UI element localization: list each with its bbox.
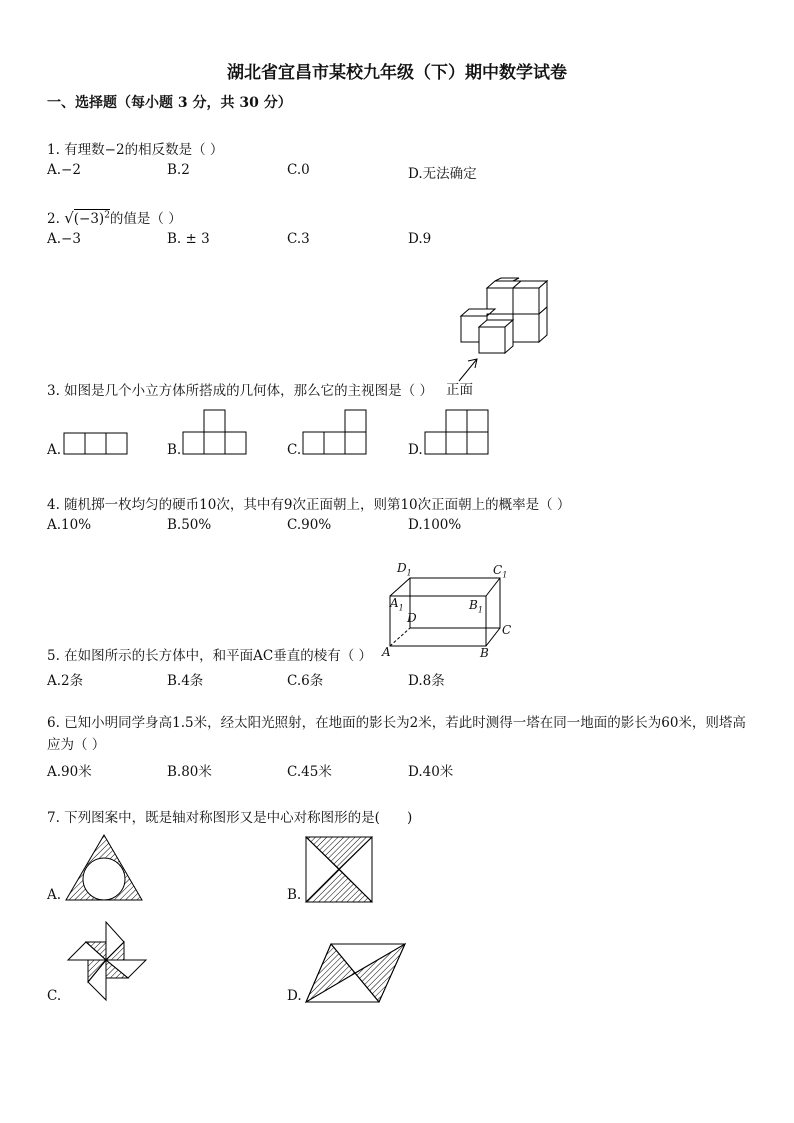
vertex-a1: $A_1$ (390, 596, 404, 613)
option-b-view[interactable] (182, 409, 250, 457)
q1-stem: 1. 有理数−2的相反数是（ ） (47, 142, 224, 158)
q1-option-c[interactable]: C.0 (287, 162, 310, 178)
sqrt-radicand: $(-3)^2$ (73, 210, 110, 227)
q2-number: 2. (47, 211, 60, 227)
q5-option-a[interactable]: A.2条 (47, 673, 84, 689)
pinwheel-figure[interactable] (66, 920, 150, 1004)
q7-option-d[interactable]: D. (287, 988, 302, 1004)
q6-option-d[interactable]: D.40米 (408, 764, 454, 780)
q2-suffix: 的值是（ ） (109, 211, 182, 227)
q4-option-b[interactable]: B.50% (167, 517, 212, 533)
q2-option-a[interactable]: A.−3 (47, 231, 81, 247)
vertex-c: C (502, 623, 512, 637)
q4-stem: 4. 随机掷一枚均匀的硬币10次，其中有9次正面朝上，则第10次正面朝上的概率是（ ） (47, 497, 571, 513)
q7-option-c[interactable]: C. (47, 988, 62, 1004)
vertex-d1: $D_1$ (397, 561, 412, 578)
q7-option-a[interactable]: A. (47, 887, 62, 903)
q6-option-b[interactable]: B.80米 (167, 764, 212, 780)
option-a-view[interactable] (63, 432, 131, 456)
q5-option-c[interactable]: C.6条 (287, 673, 324, 689)
section-heading: 一、选择题（每小题 3 分，共 30 分） (47, 95, 292, 111)
q7-option-b[interactable]: B. (287, 887, 302, 903)
option-d-view[interactable] (424, 409, 492, 457)
q5-option-b[interactable]: B.4条 (167, 673, 204, 689)
vertex-b: B (480, 646, 489, 660)
square-bowtie-figure[interactable] (305, 836, 375, 904)
q6-stem: 6. 已知小明同学身高1.5米，经太阳光照射，在地面的影长为2米，若此时测得一塔在同一地面的影长为60米，则塔高应为（ ） (47, 715, 746, 753)
q3-option-a[interactable]: A. (47, 442, 62, 458)
option-c-view[interactable] (302, 409, 370, 457)
q2-option-b[interactable]: B. ± 3 (167, 231, 210, 247)
q2-option-c[interactable]: C.3 (287, 231, 310, 247)
q6-option-a[interactable]: A.90米 (47, 764, 92, 780)
q1-option-a[interactable]: A.−2 (47, 162, 81, 178)
q4-option-a[interactable]: A.10% (47, 517, 92, 533)
vertex-b1: $B_1$ (469, 598, 483, 615)
q7-stem: 7. 下列图案中，既是轴对称图形又是中心对称图形的是( ) (47, 810, 413, 826)
q3-stem: 3. 如图是几个小立方体所搭成的几何体，那么它的主视图是（ ） (47, 383, 433, 399)
q3-option-d[interactable]: D. (408, 442, 423, 458)
q6-option-c[interactable]: C.45米 (287, 764, 332, 780)
vertex-c1: $C_1$ (493, 563, 508, 580)
q5-option-d[interactable]: D.8条 (408, 673, 445, 689)
q4-option-d[interactable]: D.100% (408, 517, 462, 533)
parallelogram-figure[interactable] (305, 942, 407, 1004)
q2-option-d[interactable]: D.9 (408, 231, 432, 247)
q1-option-d[interactable]: D.无法确定 (408, 166, 477, 182)
q4-option-c[interactable]: C.90% (287, 517, 332, 533)
q2-stem (47, 207, 182, 227)
q5-stem: 5. 在如图所示的长方体中，和平面AC垂直的棱有（ ） (47, 648, 373, 664)
vertex-d: D (407, 611, 417, 625)
sqrt-symbol: √ (64, 209, 74, 227)
page-title: 湖北省宜昌市某校九年级（下）期中数学试卷 (227, 63, 567, 83)
q3-option-c[interactable]: C. (287, 442, 302, 458)
vertex-a: A (382, 645, 391, 659)
q1-option-b[interactable]: B.2 (167, 162, 190, 178)
q3-option-b[interactable]: B. (167, 442, 182, 458)
front-label: 正面 (446, 382, 473, 398)
triangle-circle-figure[interactable] (62, 833, 146, 903)
